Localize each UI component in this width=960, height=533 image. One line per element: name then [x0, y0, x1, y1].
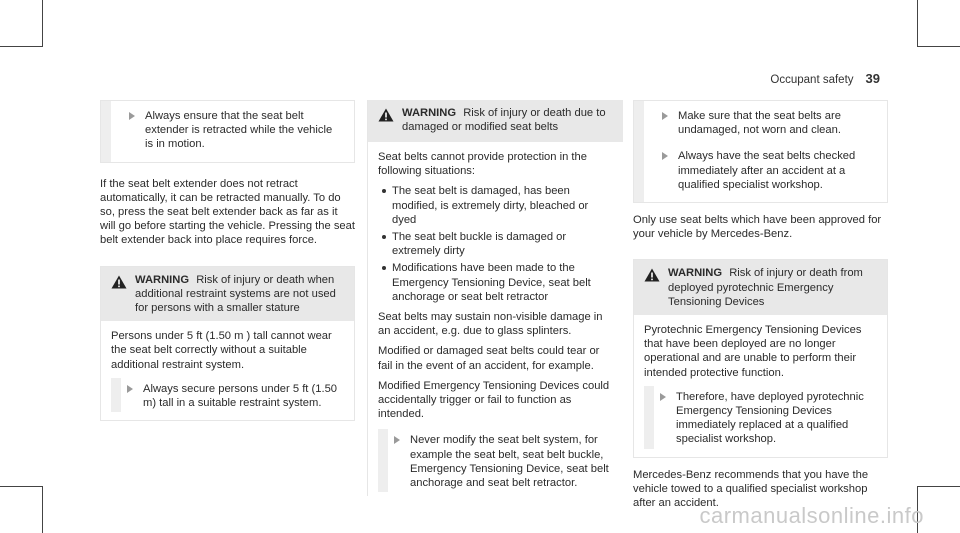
step-text: Never modify the seat belt system, for example the seat belt, seat belt buckle, Emergency Tensioning Device, seat belt anchorage and seat belt retractor.: [410, 434, 609, 490]
instruction-step: [123, 109, 342, 152]
warning-title: Risk of injury or death from deployed pyrotechnic Emergency Tensioning Devices: [668, 267, 863, 308]
warning-label: WARNING: [135, 273, 190, 286]
warning-body: [634, 315, 887, 457]
watermark-text: carmanualsonline.info: [699, 502, 924, 528]
warning-body: [368, 142, 623, 496]
step-arrow-icon: [127, 385, 133, 393]
crop-mark: [917, 0, 918, 47]
instruction-box: [100, 100, 355, 163]
step-text: Therefore, have deployed pyrotechnic Emergency Tensioning Devices immediately replaced at a qualified specialist workshop.: [676, 390, 864, 446]
column-2: [367, 100, 623, 496]
crop-mark: [0, 46, 43, 47]
warning-label: WARNING: [668, 267, 723, 280]
instruction-step: [656, 109, 875, 137]
warning-title: Risk of injury or death when additional restraint systems are not used for persons with a smaller stature: [135, 273, 336, 315]
list-item: The seat belt buckle is damaged or extremely dirty: [378, 230, 615, 258]
warning-header: [368, 100, 623, 142]
warning-triangle-icon: [111, 275, 127, 289]
page-header: [770, 72, 880, 87]
body-paragraph: If the seat belt extender does not retract automatically, it can be retracted manually. To do so, press the seat belt extender back as far as it will go before starting the vehicle. Pressing the seat belt extender back into place requires force.: [100, 177, 355, 247]
column-3: [633, 100, 888, 516]
warning-label: WARNING: [402, 107, 457, 119]
instruction-box: [633, 100, 888, 203]
page-number: 39: [865, 71, 880, 86]
crop-mark: [0, 486, 43, 487]
warning-box: [633, 259, 888, 457]
crop-mark: [42, 486, 43, 533]
instruction-step: [656, 149, 875, 192]
warning-title: Risk of injury or death due to damaged or modified seat belts: [402, 107, 606, 134]
step-arrow-icon: [129, 112, 135, 120]
step-text: Always have the seat belts checked immediately after an accident at a qualified specialist workshop.: [678, 150, 856, 191]
bullet-list: [378, 184, 615, 304]
warning-text: Modified or damaged seat belts could tear or fail in the event of an accident, for example.: [378, 345, 600, 372]
list-item: Modifications have been made to the Emergency Tensioning Device, seat belt anchorage or seat belt retractor: [378, 261, 615, 304]
instruction-step: [121, 382, 344, 410]
warning-text: Modified Emergency Tensioning Devices could accidentally trigger or fail to function as intended.: [378, 379, 610, 421]
warning-box: [368, 100, 623, 496]
warning-intro: Seat belts cannot provide protection in the following situations:: [378, 151, 587, 178]
body-paragraph: Mercedes-Benz recommends that you have the vehicle towed to a qualified specialist workshop after an accident.: [633, 468, 869, 510]
section-title: Occupant safety: [770, 74, 854, 86]
warning-header: [101, 267, 354, 322]
warning-body: [101, 321, 354, 420]
step-text: Always secure persons under 5 ft (1.50 m) tall in a suitable restraint system.: [143, 382, 338, 410]
step-arrow-icon: [394, 436, 400, 444]
step-text: Always ensure that the seat belt extender is retracted while the vehicle is in motion.: [145, 110, 333, 151]
warning-box: [100, 266, 355, 422]
step-arrow-icon: [660, 393, 666, 401]
step-arrow-icon: [662, 112, 668, 120]
step-text: Make sure that the seat belts are undamaged, not worn and clean.: [678, 110, 841, 137]
warning-triangle-icon: [644, 268, 660, 282]
list-item: The seat belt is damaged, has been modified, is extremely dirty, bleached or dyed: [378, 184, 615, 227]
body-paragraph: Only use seat belts which have been approved for your vehicle by Mercedes-Benz.: [633, 214, 882, 241]
instruction-step: [654, 390, 877, 447]
instruction-step: [388, 433, 615, 490]
warning-triangle-icon: [378, 108, 394, 122]
crop-mark: [917, 486, 960, 487]
crop-mark: [917, 46, 960, 47]
warning-header: [634, 260, 887, 315]
crop-mark: [42, 0, 43, 47]
column-1: [100, 100, 355, 421]
warning-text: Persons under 5 ft (1.50 m ) tall cannot wear the seat belt correctly without a suitable additional restraint system.: [111, 330, 332, 371]
step-arrow-icon: [662, 152, 668, 160]
warning-text: Pyrotechnic Emergency Tensioning Devices that have been deployed are no longer operational and are unable to perform their intended protective function.: [644, 324, 862, 379]
warning-text: Seat belts may sustain non-visible damage in an accident, e.g. due to glass splinters.: [378, 311, 603, 338]
